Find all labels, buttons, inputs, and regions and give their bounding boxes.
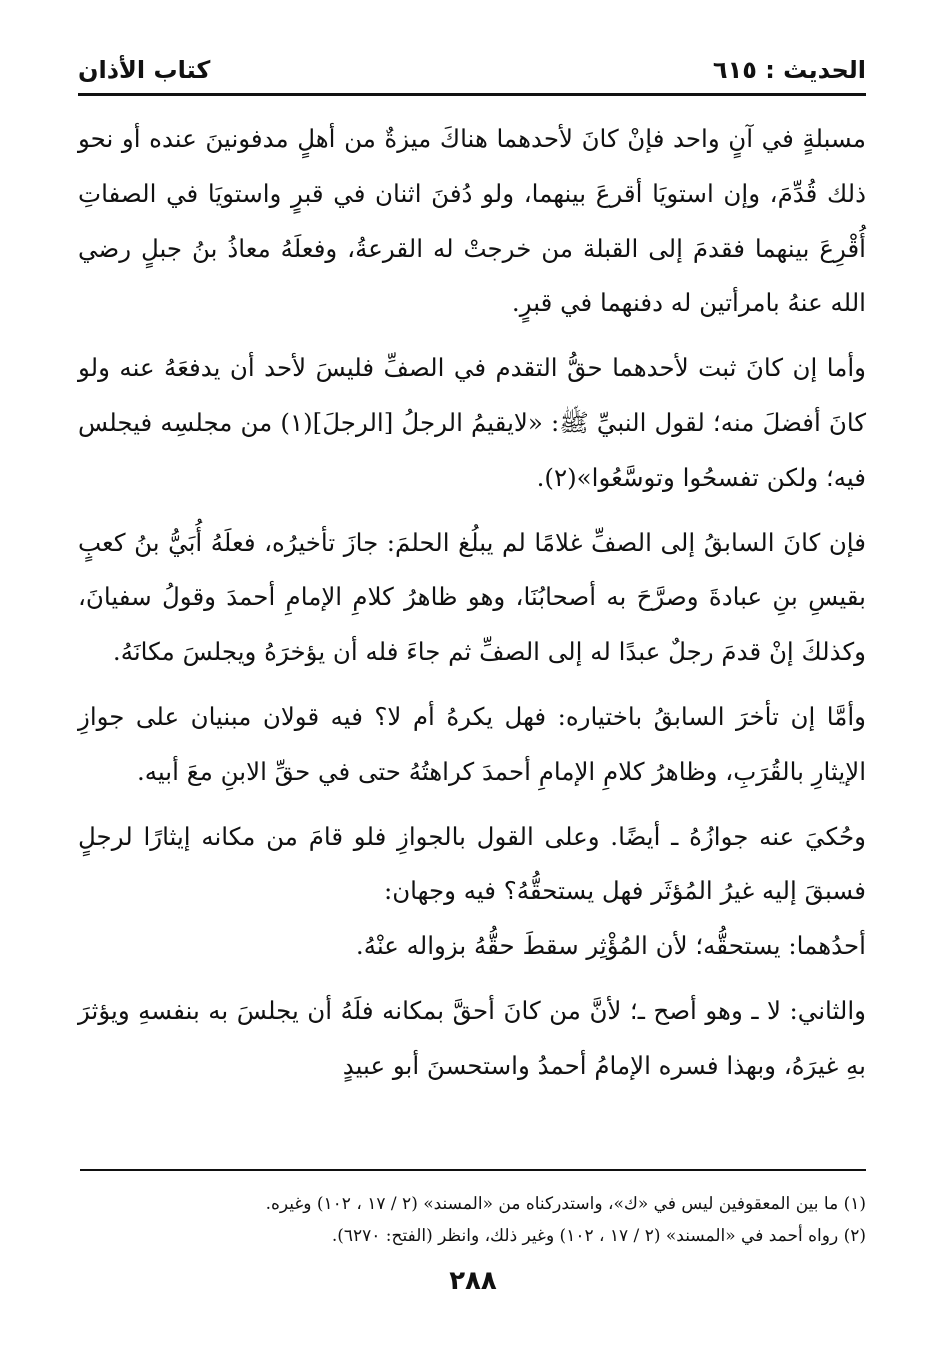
book-title: كتاب الأذان xyxy=(78,56,211,84)
paragraph: مسبلةٍ في آنٍ واحد فإنْ كانَ لأحدهما هناكَ ميزةٌ من أهلٍ مدفونينَ عنده أو نحو ذلك قُدِّمَ، وإن استويَا أقرعَ بينهما، ولو دُفنَ اثنان في قبرٍ واستويَا في الصفاتِ أُقْرِعَ بينهما فقدمَ إلى القبلة من خرجتْ له القرعةُ، وفعلَهُ معاذُ بنُ جبلٍ رضي الله عنهُ بامرأتين له دفنهما في قبرٍ. xyxy=(78,124,866,318)
header-divider xyxy=(78,93,866,96)
paragraph: فإن كانَ السابقُ إلى الصفِّ غلامًا لم يبلُغ الحلمَ: جازَ تأخيرُه، فعلَهُ أُبَيُّ بنُ كعبٍ بقيسِ بنِ عبادةَ وصرَّحَ به أصحابُنَا، وهو ظاهرُ كلامِ الإمامِ أحمدَ وقولُ سفيانَ، وكذلكَ إنْ قدمَ رجلٌ عبدًا له إلى الصفِّ ثم جاءَ فله أن يؤخرَهُ ويجلسَ مكانَهُ. xyxy=(78,527,866,667)
footnote: (٢) رواه أحمد في «المسند» (٢ / ١٧ ، ١٠٢) وغير ذلك، وانظر (الفتح: ٦٢٧٠). xyxy=(331,1226,866,1246)
paragraph: وأما إن كانَ ثبت لأحدهما حقُّ التقدم في الصفِّ فليسَ لأحد أن يدفعَهُ عنه ولو كانَ أفضلَ منه؛ لقول النبيِّ ﷺ: «لايقيمُ الرجلُ [الرجلَ](١) من مجلسِه فيجلس فيه؛ ولكن تفسحُوا وتوسَّعُوا»(٢). xyxy=(78,353,866,492)
main-text xyxy=(78,112,866,1094)
footnote-divider xyxy=(80,1169,866,1171)
paragraph: أحدُهما: يستحقُّه؛ لأن المُؤْثِر سقطَ حقُّهُ بزواله عنْهُ. xyxy=(355,931,866,961)
paragraph: وأمَّا إن تأخرَ السابقُ باختياره: فهل يكرهُ أم لا؟ فيه قولان مبنيان على جوازِ الإيثارِ بالقُرَبِ، وظاهرُ كلامِ الإمامِ أحمدَ كراهتُهُ حتى في حقِّ الابنِ معَ أبيه. xyxy=(78,701,866,786)
footnote: (١) ما بين المعقوفين ليس في «ك»، واستدركناه من «المسند» (٢ / ١٧ ، ١٠٢) وغيره. xyxy=(265,1194,866,1214)
footnotes xyxy=(78,1188,866,1252)
paragraph: وحُكيَ عنه جوازُهُ ـ أيضًا. وعلى القول بالجوازِ فلو قامَ من مكانه إيثارًا لرجلٍ فسبقَ إليه غيرُ المُؤثَر فهل يستحقُّهُ؟ فيه وجهان: xyxy=(78,821,866,906)
paragraph: والثاني: لا ـ وهو أصح ـ؛ لأنَّ من كانَ أحقَّ بمكانه فلَهُ أن يجلسَ به بنفسهِ ويؤثرَ بهِ غيرَهُ، وبهذا فسره الإمامُ أحمدُ واستحسنَ أبو عبيدٍ xyxy=(78,995,866,1080)
page-number: ٢٨٨ xyxy=(449,1266,497,1296)
hadith-number-label: الحديث : ٦١٥ xyxy=(712,56,866,84)
running-header xyxy=(78,52,866,92)
